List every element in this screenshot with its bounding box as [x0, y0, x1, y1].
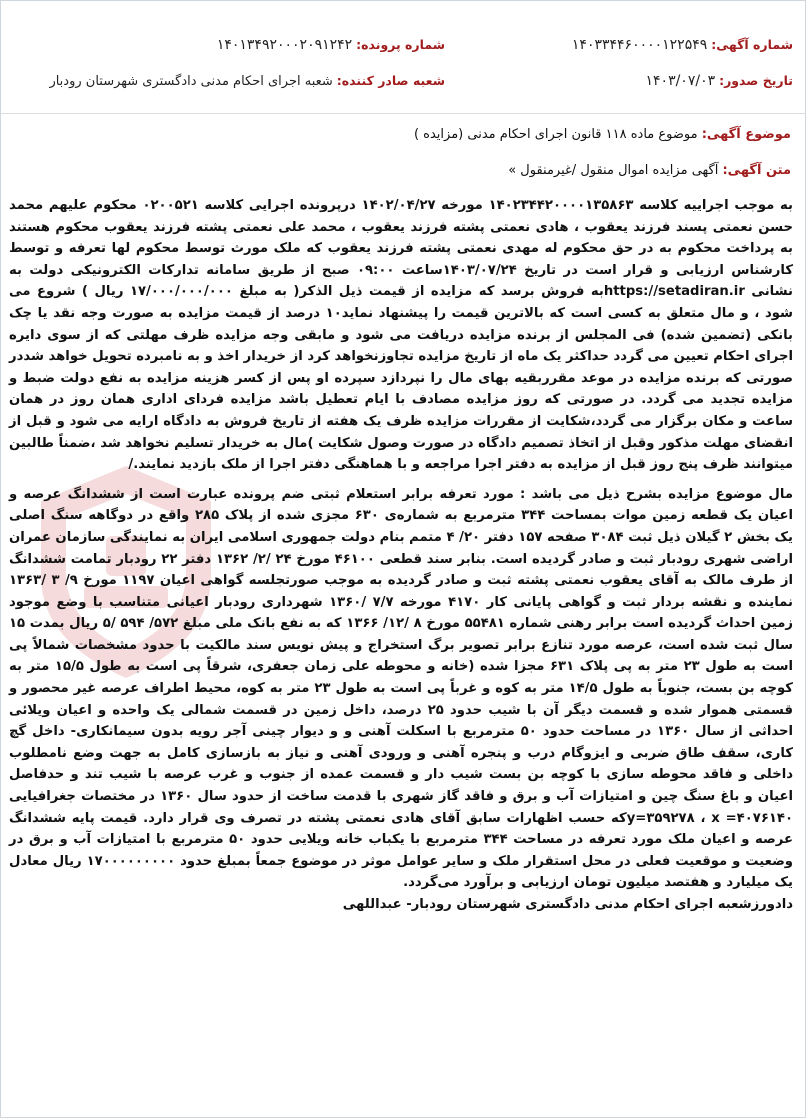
issue-date-label: تاریخ صدور:	[719, 73, 793, 88]
ad-number-label: شماره آگهی:	[711, 37, 793, 52]
case-number-row	[217, 37, 445, 53]
text-title-value: آگهی مزایده اموال منقول /غیرمنقول »	[508, 163, 719, 178]
ad-header	[1, 1, 806, 114]
subject-value: موضوع ماده ۱۱۸ قانون اجرای احکام مدنی (مزایده )	[413, 127, 698, 142]
closing-signature: دادورزشعبه اجرای احکام مدنی دادگستری شهرستان رودبار- عبداللهی	[342, 897, 793, 912]
case-number-value: ۱۴۰۱۳۴۹۲۰۰۰۲۰۹۱۲۴۲	[216, 37, 353, 53]
ad-number-value: ۱۴۰۳۳۴۴۶۰۰۰۰۱۲۲۵۴۹	[571, 37, 708, 53]
text-title-line	[11, 161, 791, 181]
issuer-value: شعبه اجرای احکام مدنی دادگستری شهرستان رودبار	[49, 74, 333, 89]
body-paragraph-2-text: مال موضوع مزایده بشرح ذیل می باشد : مورد تعرفه برابر استعلام ثبتی ضم پرونده عبارت است از ششدانگ عرصه و اعیان یک قطعه زمین موات بمساحت ۳۴۴ مترمربع به شماره‌ی ۶۳۰ مجزی شده از پلاک ۲۸۵ واقع در دوگاهه سنگ اصلی یک بخش ۲ گیلان ذیل ثبت ۳۰۸۴ صفحه ۱۵۷ دفتر ۲۰/ ۴ متمم بنام دولت جمهوری اسلامی ایران به نمایندگی سازمان عمران اراضی شهری رودبار ثبت و صادر گردیده است. بنابر سند قطعی ۴۶۱۰۰ مورخ ۲۴ /۲/ ۱۳۶۲ دفتر ۲۲ رودبار تمامت ششدانگ از طرف مالک به آقای یعقوب نعمتی پشته ثبت و صادر گردیده به موجب صورتجلسه گواهی اعیان ۱۱۹۷ مورخ ۹/ ۳ /۱۳۶۳ نماینده و نقشه بردار ثبت و گواهی پایانی کار ۴۱۷۰ مورخه ۷/۷ /۱۳۶۰ شهرداری رودبار اعیانی متناسب با وضع موجود زمین احداث گردیده است برابر رهنی شماره ۵۵۴۸۱ مورخ ۸ /۱۲/ ۱۳۶۶ که به نفع بانک ملی مبلغ ۵۷۲/ ۵۹۴ /۵ ریال بمدت ۱۵ سال ثبت شده است، عرصه مورد تنازع برابر تصویر برگ استخراج و پیش نویس سند مالکیت با حدود مشخصات شمالاً پی است به طول ۲۳ متر به پی پلاک ۶۳۱ مجزا شده (خانه و محوطه علی زمان جعفری، شرقاً پی است به طول ۱۵/۵ متر به کوچه بن بست، جنوباً به طول ۱۴/۵ متر به کوه و غرباً پی است به طول ۲۳ متر به کوه، محیط اطراف عرصه غیر محصور و قسمتی هموار شده و قسمت دیگر آن با شیب حدود ۲۵ درصد، داخل زمین در قسمت شمالی یک واحده و اعیان ویلائی احداثی از سال ۱۳۶۰ در مساحت حدود ۵۰ مترمربع با اسکلت آهنی و و دیوار چینی آجر رویه بدون سیمانکاری- داخل گچ کاری، سقف طاق ضربی و ایزوگام درب و پنجره آهنی و ورودی آهنی و نیاز به بازسازی کامل به جهت وضع نامطلوب داخلی و فاقد محوطه سازی با کوچه بن بست شیب دار و قسمت عمده از جنوب و غرب عرصه با شیب تند و حدفاصل اعیان و باغ سنگ چین و امتیازات آب و برق و فاقد گاز شهری با قدمت ساخت از حدود سال ۱۳۶۰ در مختصات جغرافیایی ۴۰۷۶۱۴۰= y=۳۵۹۲۷۸ ، xکه حسب اظهارات سابق آقای هادی نعمتی پشته در تصرف وی قرار دارد. قیمت پایه ششدانگ عرصه و اعیان ملک مورد تعرفه در مساحت ۳۴۴ مترمربع با یکباب خانه ویلایی حدود ۵۰ مترمربع با امتیازات آب و برق در وضعیت و موقعیت فعلی در محل استقرار ملک و سایر عوامل موثر در موضوع جمعاً بمبلغ حدود ۱۷۰۰۰۰۰۰۰۰۰ ریال معادل یک میلیارد و هفتصد میلیون تومان ارزیابی و برآورد می‌گردد.	[9, 486, 794, 891]
issuer-label: شعبه صادر کننده:	[336, 73, 445, 88]
ad-body	[9, 195, 793, 924]
case-number-label: شماره پرونده:	[356, 37, 445, 52]
body-paragraph-1: به موجب اجراییه کلاسه ۱۴۰۲۳۴۴۲۰۰۰۰۱۳۵۸۶۳ مورخه ۱۴۰۲/۰۴/۲۷ درپرونده اجرایی کلاسه ۰۲۰۰۵۲۱ محکوم علیهم محمد حسن نعمتی پسند فرزند یعقوب ، هادی نعمتی پشته فرزند یعقوب ، محمد علی نعمتی پشته فرزند یعقوب محکوم هستند به پرداخت محکوم به در حق محکوم له مهدی نعمتی پشته فرزند یعقوب که ملک مورث توسط محکوم لها تعرفه و توسط کارشناس ارزیابی و قرار است در تاریخ ۱۴۰۳/۰۷/۲۴ساعت ۰۹:۰۰ صبح از طریق سامانه تدارکات الکترونیکی دولت به نشانی https://setadiran.irبه فروش برسد که مزایده از قیمت ذیل الذکر( به مبلغ ۱۷/۰۰۰/۰۰۰/۰۰۰ ریال ) شروع می شود ، و مال متعلق به کسی است که بالاترین قیمت را پیشنهاد نماید۱۰ درصد از قیمت مزایده به صورت وجه نقد یا چک بانکی (تضمین شده) فی المجلس از برنده مزایده دریافت می شود و مابقی وجه مزایده ظرف مهلتی که از سوی دایره اجرای احکام تعیین می گردد حداکثر یک ماه از تاریخ مزایده تجاوزنخواهد کرد از خریدار اخذ و به نامبرده تحویل خواهد شددر صورتی که برنده مزایده در موعد مقرربقیه بهای مال را نپردازد سپرده او پس از کسر هزینه مزایده به نفع دولت ضبط و مزایده تجدید می گردد. در صورتی که روز مزایده مصادف با ایام تعطیل باشد مزایده فردای اداری همان روز در همان ساعت و مکان برگزار می گردد،شکایت از مقررات مزایده ظرف یک هفته از تاریخ فروش به دادگاه ارایه می شود و قبل از انقضای مهلت مذکور وقبل از اتخاذ تصمیم دادگاه در صورت وصول شکایت )مال به خریدار تسلیم نخواهد شد ،ضمناً طالبین میتوانند ظرف پنج روز قبل از مزایده به دفتر اجرا مراجعه و با هماهنگی دفتر اجرا از ملک بازدید نمایند./	[9, 198, 794, 473]
issue-date-value: ۱۴۰۳/۰۷/۰۳	[645, 73, 716, 89]
subject-label: موضوع آگهی:	[701, 127, 791, 142]
body-paragraph-2	[9, 484, 793, 916]
ad-number-row	[572, 37, 793, 53]
subject-line	[11, 125, 791, 145]
issue-date-row	[646, 73, 793, 89]
issuer-row	[49, 73, 445, 89]
text-label: متن آگهی:	[722, 163, 791, 178]
